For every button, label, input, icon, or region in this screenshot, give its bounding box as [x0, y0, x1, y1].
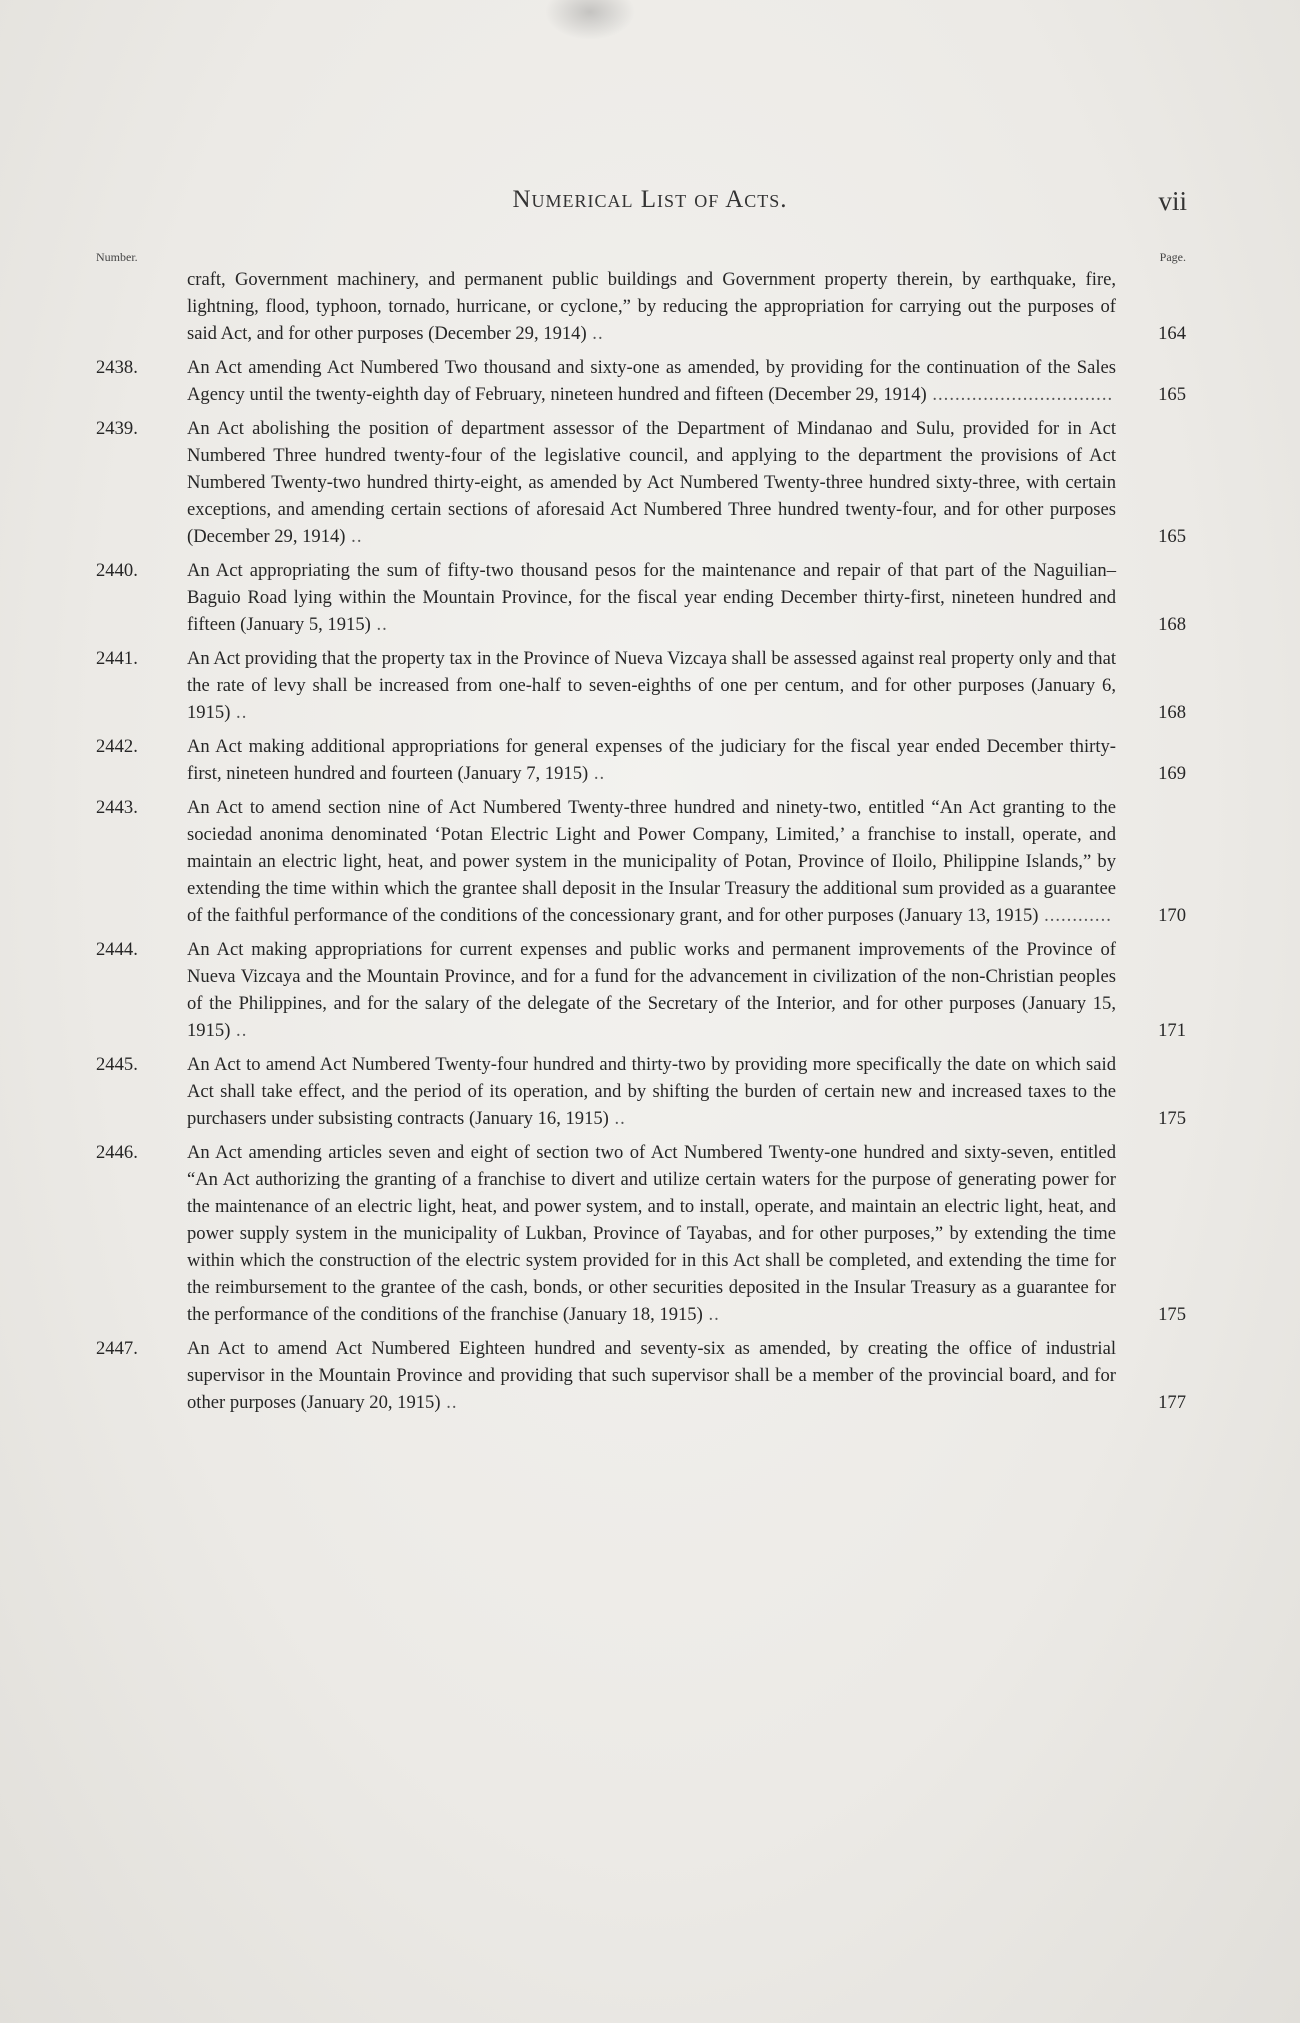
leader-dots: .. [588, 763, 606, 784]
leader-dots: ............ [1038, 905, 1112, 926]
act-description [187, 794, 1186, 929]
list-item [96, 415, 1186, 550]
act-text: An Act to amend Act Numbered Eighteen hundred and seventy-six as amended, by creating the office of industrial supervisor in the Mountain Province and providing that such supervisor shall be a member of the provincial board, and for other purposes (January 20, 1915) [187, 1338, 1116, 1413]
list-item [96, 794, 1186, 929]
page-title: Numerical List of Acts. [512, 186, 788, 213]
list-item [96, 733, 1186, 787]
act-text: An Act to amend Act Numbered Twenty-four hundred and thirty-two by providing more specifically the date on which said Act shall take effect, and the period of its operation, and by shifting the burden of certain new and increased taxes to the purchasers under subsisting contracts (January 16, 1915) [187, 1054, 1116, 1129]
act-text: An Act to amend section nine of Act Numbered Twenty-three hundred and ninety-two, entitled “An Act granting to the sociedad anonima denominated ‘Potan Electric Light and Power Company, Limited,’ a franchise to install, operate, and maintain an electric light, heat, and power system in the municipality of Potan, Province of Iloilo, Philippine Islands,” by extending the time within which the grantee shall deposit in the Insular Treasury the additional sum provided as a guarantee of the faithful performance of the conditions of the concessionary grant, and for other purposes (January 13, 1915) [187, 797, 1116, 926]
page-number: 171 [1158, 1020, 1186, 1041]
page-number: 170 [1158, 905, 1186, 926]
page-number: 177 [1158, 1392, 1186, 1413]
list-item [96, 1051, 1186, 1132]
leader-dots: .. [230, 702, 248, 723]
leader-dots: .. [440, 1392, 458, 1413]
act-text: craft, Government machinery, and permanent public buildings and Government property therein, by earthquake, fire, lightning, flood, typhoon, tornado, hurricane, or cyclone,” by reducing the appropriation for carrying out the purposes of said Act, and for other purposes (December 29, 1914) [187, 269, 1116, 344]
page-number: 175 [1158, 1304, 1186, 1325]
act-description [187, 354, 1186, 408]
act-number: 2442. [96, 736, 138, 757]
page-number: 164 [1158, 323, 1186, 344]
act-number: 2440. [96, 560, 138, 581]
page-number: 165 [1158, 384, 1186, 405]
act-number: 2447. [96, 1338, 138, 1359]
list-item [96, 645, 1186, 726]
number-column-head: Number. [96, 250, 138, 264]
list-item [96, 1139, 1186, 1328]
page-column-head: Page. [1159, 250, 1186, 264]
act-number: 2445. [96, 1054, 138, 1075]
act-description [187, 415, 1186, 550]
page-number: 175 [1158, 1108, 1186, 1129]
act-description [187, 1051, 1186, 1132]
page-stain [545, 0, 635, 40]
act-text: An Act appropriating the sum of fifty-two thousand pesos for the maintenance and repair of that part of the Naguilian–Baguio Road lying within the Mountain Province, for the fiscal year ending December thirty-first, nineteen hundred and fifteen (January 5, 1915) [187, 560, 1116, 635]
leader-dots: .. [608, 1108, 626, 1129]
act-description [187, 1335, 1186, 1416]
leader-dots: ................................ [926, 384, 1114, 405]
running-head [0, 186, 1300, 222]
act-description [187, 266, 1186, 347]
list-item [96, 354, 1186, 408]
list-item [96, 557, 1186, 638]
act-description [187, 733, 1186, 787]
page-number: 168 [1158, 702, 1186, 723]
act-number: 2444. [96, 939, 138, 960]
act-number: 2441. [96, 648, 138, 669]
act-description [187, 645, 1186, 726]
act-description [187, 936, 1186, 1044]
page-folio: vii [1158, 186, 1187, 216]
act-text: An Act providing that the property tax in the Province of Nueva Vizcaya shall be assessed against real property only and that the rate of levy shall be increased from one-half to seven-eighths of one per centum, and for other purposes (January 6, 1915) [187, 648, 1116, 723]
act-number: 2443. [96, 797, 138, 818]
leader-dots: .. [586, 323, 604, 344]
act-text: An Act making appropriations for current expenses and public works and permanent improvements of the Province of Nueva Vizcaya and the Mountain Province, and for a fund for the advancement in civilization of the non-Christian peoples of the Philippines, and for the salary of the delegate of the Secretary of the Interior, and for other purposes (January 15, 1915) [187, 939, 1116, 1041]
page-number: 168 [1158, 614, 1186, 635]
leader-dots: .. [345, 526, 363, 547]
act-text: An Act amending Act Numbered Two thousand and sixty-one as amended, by providing for the continuation of the Sales Agency until the twenty-eighth day of February, nineteen hundred and fifteen (December 29, 1914) [187, 357, 1116, 405]
leader-dots: .. [230, 1020, 248, 1041]
act-description [187, 1139, 1186, 1328]
act-text: An Act making additional appropriations for general expenses of the judiciary for the fiscal year ended December thirty-first, nineteen hundred and fourteen (January 7, 1915) [187, 736, 1116, 784]
leader-dots: .. [370, 614, 388, 635]
act-description [187, 557, 1186, 638]
acts-list [96, 266, 1186, 1423]
act-number: 2438. [96, 357, 138, 378]
act-number: 2446. [96, 1142, 138, 1163]
act-text: An Act abolishing the position of department assessor of the Department of Mindanao and Sulu, provided for in Act Numbered Three hundred twenty-four of the legislative council, and applying to the department the provisions of Act Numbered Twenty-two hundred thirty-eight, as amended by Act Numbered Twenty-three hundred sixty-three, with certain exceptions, and amending certain sections of aforesaid Act Numbered Three hundred twenty-four, and for other purposes (December 29, 1914) [187, 418, 1116, 547]
act-text: An Act amending articles seven and eight of section two of Act Numbered Twenty-one hundred and sixty-seven, entitled “An Act authorizing the granting of a franchise to divert and utilize certain waters for the purpose of generating power for the maintenance of an electric light, heat, and power system, and to install, operate, and maintain an electric light, heat, and power supply system in the municipality of Lukban, Province of Tayabas, and for other purposes,” by extending the time within which the construction of the electric system provided for in this Act shall be completed, and extending the time for the reimbursement to the grantee of the cash, bonds, or other securities deposited in the Insular Treasury as a guarantee for the performance of the conditions of the franchise (January 18, 1915) [187, 1142, 1116, 1325]
list-item [96, 936, 1186, 1044]
page-number: 169 [1158, 763, 1186, 784]
leader-dots: .. [702, 1304, 720, 1325]
list-item [96, 1335, 1186, 1416]
list-item [96, 266, 1186, 347]
act-number: 2439. [96, 418, 138, 439]
page-number: 165 [1158, 526, 1186, 547]
